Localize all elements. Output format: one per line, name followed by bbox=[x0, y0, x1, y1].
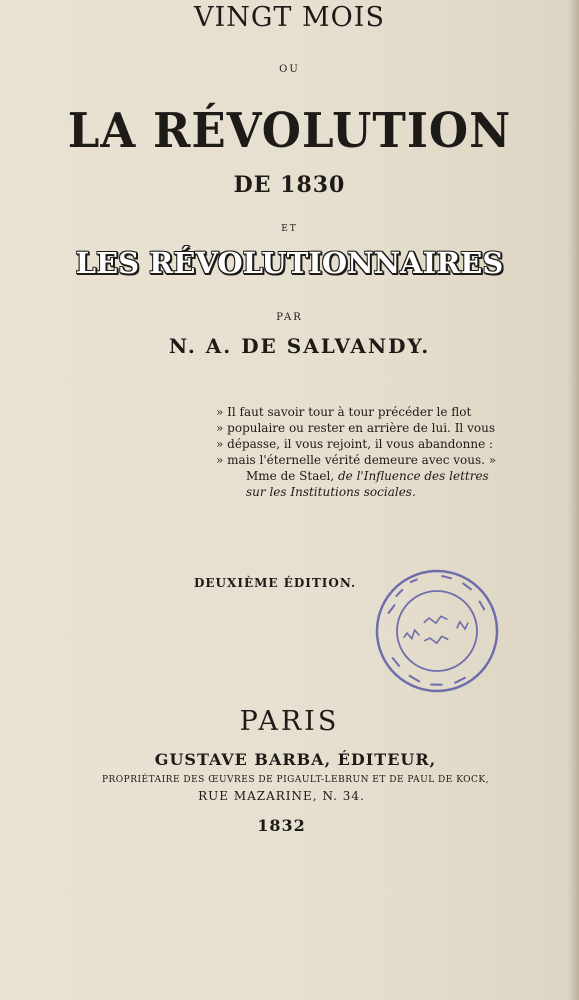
imprint-year: 1832 bbox=[257, 816, 306, 835]
attribution-name: Mme de Stael, bbox=[246, 469, 335, 483]
epigraph-line: » populaire ou rester en arrière de lui. Il vous bbox=[216, 421, 495, 435]
imprint-address: RUE MAZARINE, N. 34. bbox=[198, 789, 365, 803]
imprint-proprietor: PROPRIÉTAIRE DES ŒUVRES DE PIGAULT-LEBRUN ET DE PAUL DE KOCK, bbox=[101, 775, 490, 785]
epigraph bbox=[216, 404, 506, 500]
epigraph-attribution bbox=[216, 468, 506, 484]
imprint-publisher: GUSTAVE BARBA, ÉDITEUR, bbox=[154, 750, 437, 769]
attribution-work: de l'Influence des lettres bbox=[337, 469, 489, 483]
attribution-work-continued: sur les Institutions sociales. bbox=[246, 485, 416, 499]
title-line-1: VINGT MOIS bbox=[194, 2, 385, 33]
conjunction-ou: OU bbox=[279, 64, 300, 75]
epigraph-line: » Il faut savoir tour à tour précéder le flot bbox=[216, 405, 472, 419]
library-stamp bbox=[373, 567, 501, 695]
epigraph-line: » mais l'éternelle vérité demeure avec vous. » bbox=[216, 453, 497, 467]
title-line-3: DE 1830 bbox=[233, 172, 346, 198]
par-label: PAR bbox=[276, 312, 303, 323]
imprint-city: PARIS bbox=[239, 706, 340, 737]
epigraph-line: » dépasse, il vous rejoint, il vous abandonne : bbox=[216, 437, 494, 451]
conjunction-et: ET bbox=[281, 224, 298, 234]
title-line-4: LES RÉVOLUTIONNAIRES bbox=[0, 246, 579, 280]
author-name: N. A. DE SALVANDY. bbox=[168, 334, 431, 358]
title-line-2: LA RÉVOLUTION bbox=[67, 102, 512, 159]
edition-label: DEUXIÈME ÉDITION. bbox=[194, 576, 357, 590]
